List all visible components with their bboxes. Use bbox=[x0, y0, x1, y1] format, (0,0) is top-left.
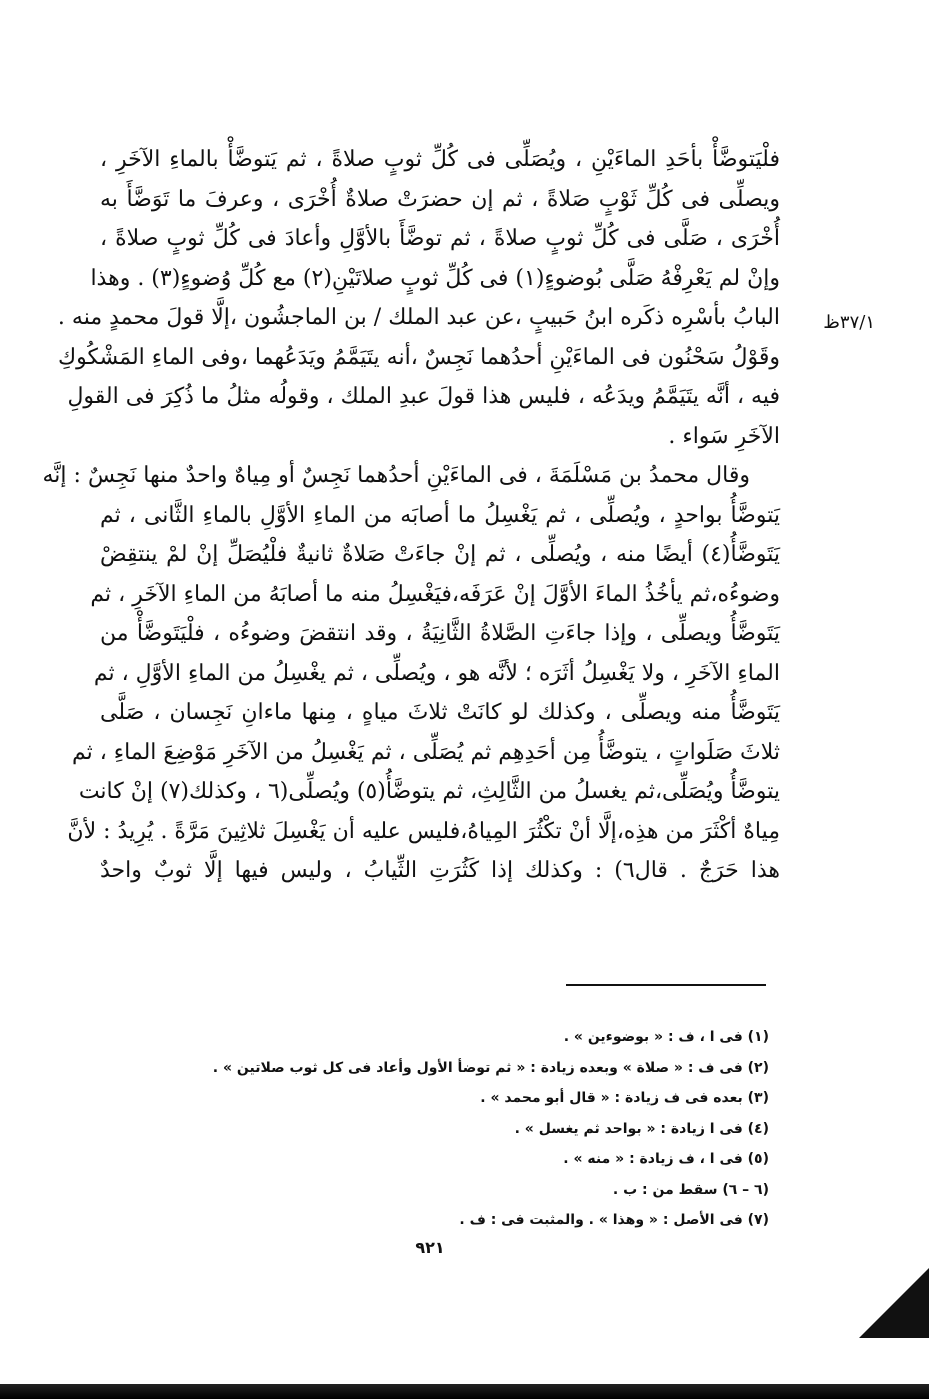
text-line: هذا حَرَجٌ . قال٦) : وكذلك إذا كَثُرَتِ الثِّيابُ ، وليس فيها إلَّا ثوبٌ واحدٌ bbox=[100, 858, 781, 883]
text-line: وضوءُه،ثم يأخُذُ الماءَ الأوَّلَ إنْ عَرَفَه،فيَغْسِلُ منه ما أصابَهُ من الماءِ الآخَرِ ، ثم bbox=[90, 581, 780, 607]
footnote-separator bbox=[566, 984, 766, 986]
text-line: فلْيَتوضَّأْ بأحَدِ الماءَيْنِ ، ويُصَلِّى فى كُلِّ ثوبٍ صلاةً ، ثم يَتوضَّأْ بالماءِ الآخَرِ ، bbox=[100, 147, 780, 172]
text-line: ثلاثَ صَلَواتٍ ، يتوضَّأُ مِن أحَدِهِم ثم يُصَلِّى ، ثم يَغْسِلُ من الآخَرِ مَوْضِعَ الماءِ ، ثم bbox=[71, 739, 780, 765]
footnote: (٢) فى ف : « صلاة » وبعده زيادة : « ثم توضأ الأول وأعاد فى كل ثوب صلاتين » . bbox=[212, 1059, 769, 1076]
scan-bottom-edge bbox=[0, 1384, 929, 1399]
footnote: (٧) فى الأصل : « وهذا » . والمثبت فى : ف . bbox=[459, 1212, 769, 1228]
scan-corner-shadow bbox=[859, 1268, 929, 1338]
paragraph-start-line: وقال محمدُ بن مَسْلَمَةَ ، فى الماءَيْنِ أحدُهما نَجِسٌ أو مِياهٌ واحدٌ منها نَجِسٌ : إنَّه bbox=[42, 463, 750, 488]
text-line: أُخْرَى ، صَلَّى فى كُلِّ ثوبٍ صلاةً ، ثم توضَّأَ بالأوَّلِ وأعادَ فى كُلِّ ثوبٍ صلاةً ، bbox=[100, 226, 780, 251]
page-number: ٩٢١ bbox=[415, 1238, 445, 1257]
footnote: (١) فى ا ، ف : « بوضوءين » . bbox=[563, 1029, 769, 1045]
text-line: الماءِ الآخَرِ ، ولا يَغْسِلُ أثَرَه ؛ لأنَّه هو ، ويُصلِّى ، ثم يغْسِلُ من الماءِ الأوَّلِ ، ثم bbox=[93, 660, 780, 686]
text-line: يَتَوضَّأُ منه ويصلِّى ، وكذلك لو كانَتْ ثلاثَ مياهٍ ، مِنها ماءانِ نَجِسان ، صَلَّى bbox=[100, 700, 780, 725]
footnote: (٤) فى ا زيادة : « بواحد ثم يغسل » . bbox=[514, 1120, 769, 1137]
footnotes bbox=[149, 1022, 769, 1236]
footnote: (٥) فى ا ، ف زيادة : « منه » . bbox=[563, 1151, 769, 1167]
text-line: ويصلِّى فى كُلِّ ثَوْبٍ صَلاةً ، ثم إن حضرَتْ صلاةٌ أُخْرَى ، وعرفَ ما تَوَضَّأَ به bbox=[100, 186, 780, 212]
text-line: وقَوْلُ سَحْنُون فى الماءَيْنِ أحدُهما نَجِسٌ ،أنه يتَيَمَّمُ ويَدَعُهما ،وفى الماءِ المَشْكُوكِ bbox=[57, 344, 780, 370]
footnote: (٦ – ٦) سقط من : ب . bbox=[612, 1181, 769, 1198]
footnote: (٣) بعده فى ف زيادة : « قال أبو محمد » . bbox=[480, 1090, 769, 1106]
text-line: الآخَرِ سَواء . bbox=[668, 423, 780, 449]
text-line: يتوضَّأُ ويُصَلِّى،ثم يغسلُ من الثَّالِثِ، ثم يتوضَّأُ(٥) ويُصلِّى(٦ ، وكذلك(٧) إنْ كانت bbox=[78, 779, 780, 804]
text-line: يَتَوضَّأُ ويصلِّى ، وإذا جاءَتِ الصَّلاةُ الثَّانِيَةُ ، وقد انتقضَ وضوءُه ، فلْيَتَوضَّأْ من bbox=[100, 621, 780, 646]
text-line: يَتوضَّأُ بواحدٍ ، ويُصلِّى ، ثم يَغْسِلُ ما أصابَه من الماءِ الأوَّلِ بالماءِ الثَّانى ، ثم bbox=[100, 502, 780, 528]
text-line: وإنْ لم يَعْرِفْهُ صَلَّى بُوضوءٍ(١) فى كُلِّ ثوبٍ صلاتَيْنِ(٢) مع كُلِّ وُضوءٍ(٣) . وهذا bbox=[90, 265, 780, 291]
text-line: يَتَوضَّأُ(٤) أيضًا منه ، ويُصلِّى ، ثم إنْ جاءَتْ صَلاةٌ ثانيةٌ فلْيُصَلِّ إنْ لمْ ينتقِضْ bbox=[100, 542, 780, 567]
manuscript-folio-note: ٣٧/١ظ bbox=[823, 312, 875, 333]
text-line: مِياهٌ أكْثَرَ من هذِه،إلَّا أنْ تكْثُرَ المِياهُ،فليس عليه أن يَغْسِلَ ثلاثِينَ مَرَّةً . يُرِيدُ : لأنَّ bbox=[67, 818, 780, 844]
text-line: البابُ بأسْرِه ذكَره ابنُ حَبيبٍ ،عن عبد الملك / بن الماجشُون ،إلَّا قولَ محمدٍ منه . bbox=[57, 305, 780, 330]
main-text bbox=[42, 140, 781, 891]
text-line: فيه ، أنَّه يتَيَمَّمُ ويدَعُه ، فليس هذا قولَ عبدِ الملك ، وقولُه مثلُ ما ذُكِرَ فى القولِ bbox=[67, 384, 780, 409]
